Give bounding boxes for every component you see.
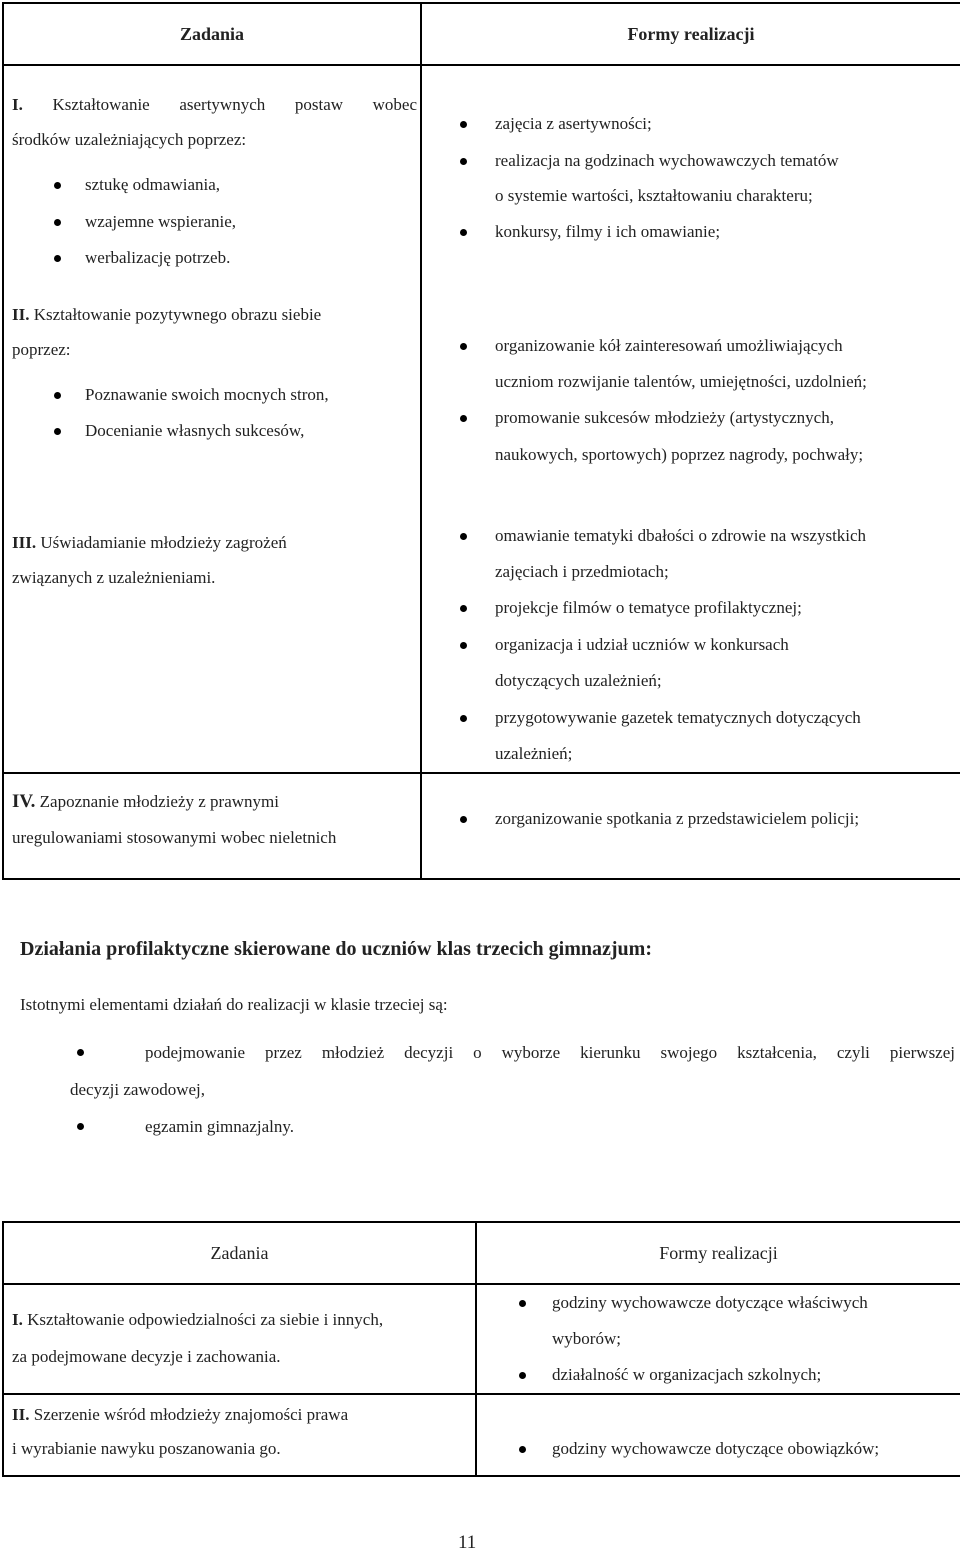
- task-2-line2: poprzez:: [12, 340, 71, 359]
- t2-form-item-cont: wyborów;: [552, 1329, 621, 1348]
- task-4-text: Zapoznanie młodzieży z prawnymi: [39, 792, 279, 811]
- t2-form-item: godziny wychowawcze dotyczące właściwych: [552, 1293, 868, 1312]
- table-2-forms-2: [477, 1395, 960, 1475]
- bullet-icon: [519, 1300, 526, 1307]
- bullet-icon: [460, 343, 467, 350]
- t2-task-1-text: Kształtowanie odpowiedzialności za siebie i innych,: [27, 1310, 384, 1329]
- form-item-cont: o systemie wartości, kształtowaniu charakteru;: [495, 186, 813, 205]
- t2-task-2-title: [12, 1405, 348, 1425]
- bullet-icon: [460, 816, 467, 823]
- task-1-title: [12, 95, 417, 115]
- form-item: zorganizowanie spotkania z przedstawicielem policji;: [495, 809, 860, 828]
- form-item-cont: zajęciach i przedmiotach;: [495, 562, 669, 581]
- form-item: zajęcia z asertywności;: [495, 114, 652, 133]
- bullet-icon: [519, 1446, 526, 1453]
- task-2-number: II.: [12, 305, 30, 324]
- section-bullet-2: egzamin gimnazjalny.: [145, 1117, 295, 1136]
- t2-task-1-title: [12, 1310, 383, 1330]
- page-number: 11: [458, 1532, 477, 1553]
- table-1-forms-row-4-cell: [421, 773, 960, 879]
- bullet-icon: [54, 182, 61, 189]
- section-title: Działania profilaktyczne skierowane do uczniów klas trzecich gimnazjum:: [20, 938, 652, 960]
- task-1-bullet: sztukę odmawiania,: [85, 175, 221, 194]
- t2-form-item: działalność w organizacjach szkolnych;: [552, 1365, 822, 1384]
- table-2-task-2-cell: [3, 1394, 476, 1476]
- table-1-tasks-cell: [3, 65, 421, 847]
- form-item-cont: uzależnień;: [495, 744, 573, 763]
- table-1-forms-cell: [421, 65, 960, 773]
- bullet-icon: [460, 642, 467, 649]
- form-item-cont: naukowych, sportowych) poprzez nagrody, pochwały;: [495, 445, 864, 464]
- table-2-forms-2-cell: [476, 1394, 960, 1476]
- task-2-bullet: Poznawanie swoich mocnych stron,: [85, 385, 329, 404]
- bullet-icon: [54, 219, 61, 226]
- task-1-bullet: werbalizację potrzeb.: [85, 248, 231, 267]
- task-1-text: Kształtowanie asertywnych postaw wobec: [52, 95, 417, 114]
- task-1-bullet: wzajemne wspieranie,: [85, 212, 237, 231]
- bullet-icon: [519, 1372, 526, 1379]
- bullet-icon: [54, 392, 61, 399]
- form-item: omawianie tematyki dbałości o zdrowie na wszystkich: [495, 526, 867, 545]
- form-item: realizacja na godzinach wychowawczych tematów: [495, 151, 839, 170]
- bullet-icon: [77, 1123, 84, 1130]
- t2-task-1-number: I.: [12, 1310, 23, 1329]
- forms-row-4: [422, 774, 960, 878]
- forms-column: [422, 66, 960, 772]
- bullet-icon: [460, 158, 467, 165]
- t2-task-2-line2: i wyrabianie nawyku poszanowania go.: [12, 1439, 281, 1458]
- t2-task-2-text: Szerzenie wśród młodzieży znajomości prawa: [33, 1405, 349, 1424]
- bullet-icon: [460, 415, 467, 422]
- table-1: [2, 2, 960, 880]
- task-4-line2: uregulowaniami stosowanymi wobec nieletnich: [12, 828, 337, 847]
- bullet-icon: [460, 533, 467, 540]
- table-2-task-1-cell: [3, 1284, 476, 1394]
- t2-task-2-number: II.: [12, 1405, 30, 1424]
- task-3-title: [12, 533, 287, 553]
- form-item: konkursy, filmy i ich omawianie;: [495, 222, 721, 241]
- table-2-forms-1-cell: [476, 1284, 960, 1394]
- table-2-header-tasks: Zadania: [3, 1222, 476, 1284]
- task-2-title: [12, 305, 321, 325]
- table-1-header-tasks: Zadania: [3, 3, 421, 65]
- task-1-line2: środków uzależniających poprzez:: [12, 130, 247, 149]
- tasks-column: [4, 66, 420, 847]
- form-item-cont: uczniom rozwijanie talentów, umiejętności, uzdolnień;: [495, 372, 867, 391]
- bullet-icon: [54, 428, 61, 435]
- bullet-icon: [54, 255, 61, 262]
- table-2: [2, 1221, 960, 1477]
- task-3-line2: związanych z uzależnieniami.: [12, 568, 216, 587]
- task-3-text: Uświadamianie młodzieży zagrożeń: [40, 533, 287, 552]
- t2-task-1-line2: za podejmowane decyzje i zachowania.: [12, 1347, 281, 1366]
- form-item: projekcje filmów o tematyce profilaktycznej;: [495, 598, 802, 617]
- form-item: organizowanie kół zainteresowań umożliwiających: [495, 336, 843, 355]
- bullet-icon: [77, 1049, 84, 1056]
- form-item: promowanie sukcesów młodzieży (artystycznych,: [495, 408, 834, 427]
- task-1-number: I.: [12, 95, 23, 114]
- form-item: organizacja i udział uczniów w konkursach: [495, 635, 789, 654]
- task-3-number: III.: [12, 533, 37, 552]
- table-1-task-4-cell: [3, 773, 421, 879]
- table-2-task-1: [4, 1285, 475, 1393]
- table-2-task-2: [4, 1395, 475, 1475]
- table-1-header-forms: Formy realizacji: [421, 3, 960, 65]
- task-2-bullet: Docenianie własnych sukcesów,: [85, 421, 305, 440]
- table-2-header-forms: Formy realizacji: [476, 1222, 960, 1284]
- t2-form-item: godziny wychowawcze dotyczące obowiązków;: [552, 1439, 880, 1458]
- task-4-number: IV.: [12, 791, 36, 812]
- bullet-icon: [460, 121, 467, 128]
- section-bullet-1: podejmowanie przez młodzież decyzji o wyborze kierunku swojego kształcenia, czyli pierwszej: [145, 1043, 955, 1062]
- bullet-icon: [460, 605, 467, 612]
- bullet-icon: [460, 715, 467, 722]
- section-bullet-1-cont: decyzji zawodowej,: [70, 1080, 205, 1099]
- section-intro: Istotnymi elementami działań do realizacji w klasie trzeciej są:: [20, 995, 448, 1014]
- form-item: przygotowywanie gazetek tematycznych dotyczących: [495, 708, 861, 727]
- bullet-icon: [460, 229, 467, 236]
- table-2-forms-1: [477, 1285, 960, 1393]
- form-item-cont: dotyczących uzależnień;: [495, 671, 662, 690]
- task-2-text: Kształtowanie pozytywnego obrazu siebie: [33, 305, 322, 324]
